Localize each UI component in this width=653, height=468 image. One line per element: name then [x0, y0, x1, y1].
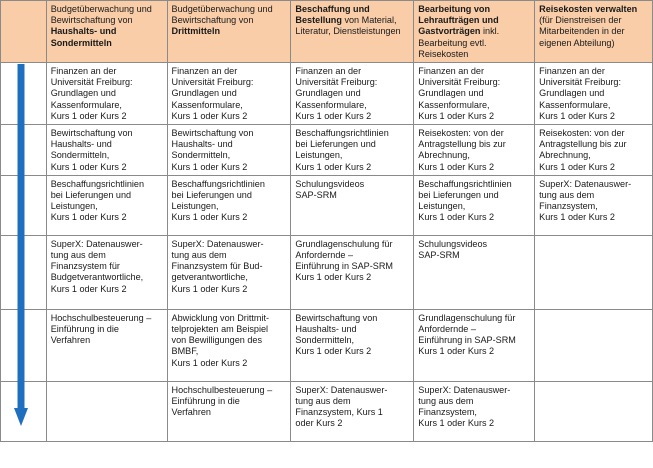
cell-text: Reisekosten: von der Antragstellung bis zur Abrechnung, Kurs 1 oder Kurs 2 [418, 128, 506, 172]
cell-text: Finanzen an der Universität Freiburg: Grundlagen und Kassenformulare, Kurs 1 oder Kurs 2 [50, 66, 133, 121]
table-cell [414, 63, 535, 125]
table-cell [535, 381, 653, 441]
cell-text: Hochschulbesteuerung – Einführung in die Verfahren [50, 312, 152, 346]
header-haushalts-sondermittel [46, 1, 167, 63]
header-bold: Drittmitteln [171, 26, 221, 37]
header-drittmittel [167, 1, 291, 63]
cell-text: Bewirtschaftung von Haushalts- und Sondermitteln, Kurs 1 oder Kurs 2 [295, 312, 378, 357]
cell-text: Beschaffungsrichtlinien bei Lieferungen und Leistungen, Kurs 1 oder Kurs 2 [295, 128, 389, 172]
table-cell [167, 125, 291, 176]
table-cell [167, 381, 291, 441]
table-cell [414, 175, 535, 235]
cell-text: Finanzen an der Universität Freiburg: Grundlagen und Kassenformulare, Kurs 1 oder Kurs 2 [295, 66, 378, 121]
cell-text: Schulungsvideos SAP-SRM [295, 178, 365, 201]
cell-text: Beschaffungsrichtlinien bei Lieferungen und Leistungen, Kurs 1 oder Kurs 2 [171, 178, 265, 223]
header-prefix: Budgetüberwachung und Bewirtschaftung von [171, 4, 273, 26]
header-lehrauftraege [414, 1, 535, 63]
table-row [1, 235, 653, 309]
table-cell [167, 175, 291, 235]
table-row [1, 175, 653, 235]
cell-text: Bewirtschaftung von Haushalts- und Sondermitteln, Kurs 1 oder Kurs 2 [50, 128, 133, 172]
header-bold: Reisekosten verwalten [539, 4, 638, 14]
header-corner-cell [1, 1, 47, 63]
header-prefix: Budgetüberwachung und Bewirtschaftung von [50, 4, 152, 26]
table-cell [167, 63, 291, 125]
table-cell [291, 63, 414, 125]
table-cell [535, 235, 653, 309]
table-cell [46, 63, 167, 125]
cell-text: Grundlagenschulung für Anfordernde – Einführung in SAP-SRM Kurs 1 oder Kurs 2 [295, 238, 393, 283]
down-arrow-icon [14, 64, 28, 426]
table-row [1, 381, 653, 441]
table-row [1, 125, 653, 176]
table-cell [414, 125, 535, 176]
table-cell [535, 175, 653, 235]
table-cell [414, 309, 535, 381]
cell-text: SuperX: Datenauswer- tung aus dem Finanzsystem, Kurs 1 oder Kurs 2 [418, 384, 511, 429]
table-cell [535, 125, 653, 176]
cell-text: SuperX: Datenauswer- tung aus dem Finanzsystem, Kurs 1 oder Kurs 2 [295, 384, 388, 429]
header-row [1, 1, 653, 63]
cell-text: Finanzen an der Universität Freiburg: Grundlagen und Kassenformulare, Kurs 1 oder Kurs 2 [171, 66, 254, 121]
table-cell [167, 309, 291, 381]
table-row [1, 63, 653, 125]
header-bold: Bearbeitung von Lehraufträgen und Gastvorträgen [418, 4, 499, 37]
cell-text: Finanzen an der Universität Freiburg: Grundlagen und Kassenformulare, Kurs 1 oder Kurs 2 [418, 66, 501, 121]
cell-text: Beschaffungsrichtlinien bei Lieferungen und Leistungen, Kurs 1 oder Kurs 2 [50, 178, 145, 223]
table-cell [291, 309, 414, 381]
header-suffix: inkl. Bearbeitung evtl. Reisekosten [418, 26, 500, 59]
table-cell [291, 235, 414, 309]
table-cell [46, 381, 167, 441]
header-bold: Beschaffung und Bestellung [295, 4, 370, 26]
cell-text: Bewirtschaftung von Haushalts- und Sondermitteln, Kurs 1 oder Kurs 2 [171, 128, 254, 172]
table-cell [46, 309, 167, 381]
header-suffix: (für Dienstreisen der Mitarbeitenden in der eigenen Abteilung) [539, 15, 625, 48]
table-cell [167, 235, 291, 309]
cell-text: Reisekosten: von der Antragstellung bis zur Abrechnung, Kurs 1 oder Kurs 2 [539, 128, 627, 172]
cell-text: SuperX: Datenauswer- tung aus dem Finanzsystem, Kurs 1 oder Kurs 2 [539, 178, 632, 223]
table-cell [291, 125, 414, 176]
header-reisekosten [535, 1, 653, 63]
table-cell [535, 309, 653, 381]
header-bold: Haushalts- und Sondermitteln [50, 26, 117, 48]
header-beschaffung [291, 1, 414, 63]
table-cell [414, 235, 535, 309]
table-row [1, 309, 653, 381]
header-suffix: von Material, Literatur, Dienstleistungen [295, 15, 401, 37]
cell-text: Hochschulbesteuerung – Einführung in die Verfahren [171, 384, 273, 418]
cell-text: SuperX: Datenauswer- tung aus dem Finanzsystem für Budgetverantwortliche, Kurs 1 oder Kurs 2 [50, 238, 144, 294]
cell-text: Abwicklung von Drittmit- telprojekten am Beispiel von Bewilligungen des BMBF, Kurs 1 oder Kurs 2 [171, 312, 270, 368]
table-cell [46, 125, 167, 176]
cell-text: Schulungsvideos SAP-SRM [418, 238, 488, 261]
table-cell [291, 175, 414, 235]
table-cell [46, 235, 167, 309]
table-cell [46, 175, 167, 235]
cell-text: Beschaffungsrichtlinien bei Lieferungen und Leistungen, Kurs 1 oder Kurs 2 [418, 178, 512, 223]
cell-text: Grundlagenschulung für Anfordernde – Einführung in SAP-SRM Kurs 1 oder Kurs 2 [418, 312, 516, 357]
cell-text: SuperX: Datenauswer- tung aus dem Finanzsystem für Bud- getverantwortliche, Kurs 1 oder Kurs 2 [171, 238, 264, 294]
table-cell [291, 381, 414, 441]
table-cell [535, 63, 653, 125]
table-cell [414, 381, 535, 441]
cell-text: Finanzen an der Universität Freiburg: Grundlagen und Kassenformulare, Kurs 1 oder Kurs 2 [539, 66, 622, 121]
